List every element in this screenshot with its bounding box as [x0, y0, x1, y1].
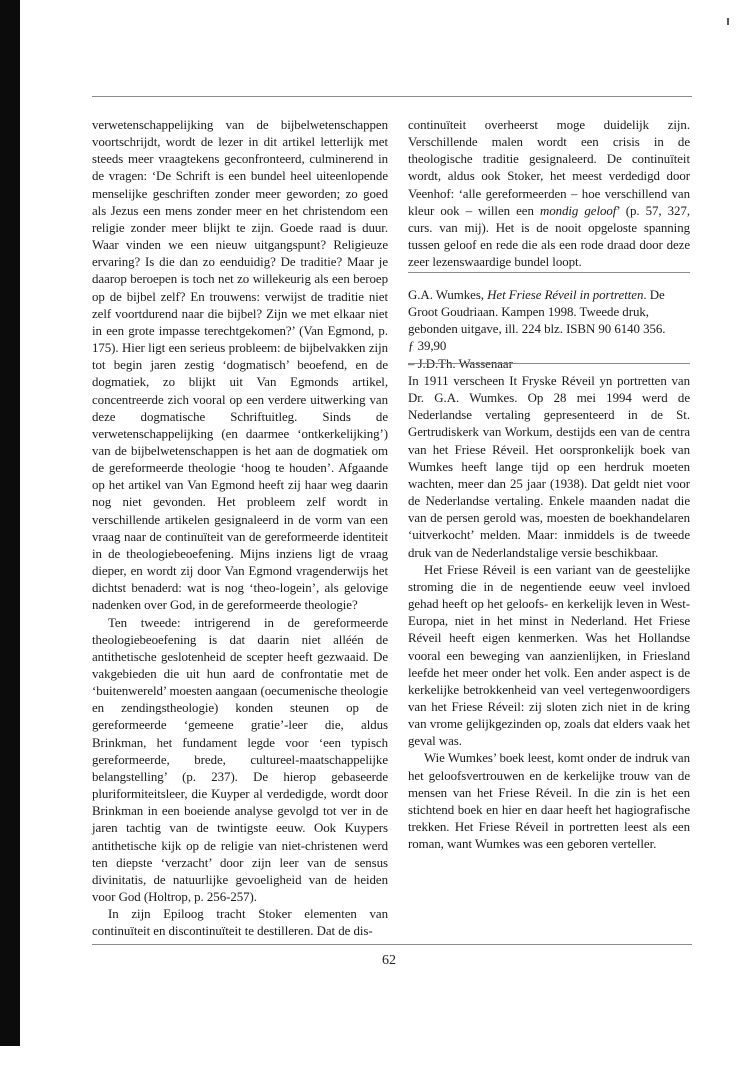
review-bottom-rule	[408, 363, 690, 364]
scan-edge	[0, 0, 20, 1046]
review-title: Het Friese Réveil in portretten	[487, 288, 644, 302]
review-paragraph-1: In 1911 verscheen It Fryske Réveil yn portretten van Dr. G.A. Wumkes. Op 28 mei 1994 werd de Nederlandse vertaling gepresenteerd in de St. Gertrudiskerk van Workum, destijds een van de centra van het Friese Réveil. Het oorspronkelijk boek van Wumkes heeft lange tijd op een herdruk moeten wachten, meer dan 25 jaar (1938). Dat geldt niet voor de Nederlandse vertaling. Enkele maanden nadat die van de persen gerold was, moesten de boekhandelaren ‘uitverkocht’ melden. Maar: inmiddels is de tweede druk van de Nederlandstalige versie beschikbaar.	[408, 374, 690, 560]
footer-rule	[92, 944, 692, 945]
left-paragraph-3: In zijn Epiloog tracht Stoker elementen van continuïteit en discontinuïteit te destilleren. Dat de dis-	[92, 907, 388, 939]
left-paragraph-2: Ten tweede: intrigerend in de gereformeerde theologiebeoefening is dat daarin niet alléén de antithetische geslotenheid de scepter heeft gezwaaid. De vakgebieden die uit hun aard de confrontatie met de ‘buitenwereld’ moesten aangaan (oecumenische theologie en zendingstheologie) konden steunen op de gereformeerde ‘gemeene gratie’-leer die, aldus Brinkman, het fundament legde voor ‘een typisch gereformeerde, brede, cultureel-maatschappelijke belangstelling’ (p. 237). De hierop gebaseerde pluriformiteitsleer, die Kuyper al verdedigde, wordt door Brinkman in een boeiende analyse gevolgd tot ver in de jaren tachtig van de twintigste eeuw. Ook Kuypers antithetische kijk op de religie van niet-christenen werd ten diepste ‘verzacht’ door zijn leer van de sensus divinitatis, de natuurlijke gevoeligheid van de heiden voor God (Holtrop, p. 256-257).	[92, 615, 388, 905]
review-citation	[408, 287, 690, 338]
header-rule	[92, 96, 692, 97]
review-price: ƒ 39,90	[408, 339, 447, 354]
review-top-rule	[408, 272, 690, 273]
right-paragraph-continuation	[408, 117, 690, 271]
review-publisher: . De Groot Goudriaan. Kampen 1998. Tweede druk, gebonden uitgave, ill. 224 blz. ISBN 90 6140 356.	[408, 288, 666, 337]
review-reviewer: – J.D.Th. Wassenaar	[408, 356, 513, 371]
review-paragraph-2: Het Friese Réveil is een variant van de geestelijke stroming die in de negentiende eeuw veel invloed gehad heeft op het geloofs- en kerkelijk leven in West-Europa, niet in het minst in Nederland. Het Friese Réveil heeft eigen kenmerken. Was het Hollandse vooral een beweging van aanzienlijken, in Friesland leefde het meer onder het volk. Een ander aspect is de kerkelijke betrokkenheid van veel vertegenwoordigers van het Friese Réveil: zij sloten zich niet in de kring van vrome gelijkgezinden op, zoals dat elders vaak het geval was.	[408, 562, 690, 749]
review-paragraph-3: Wie Wumkes’ boek leest, komt onder de indruk van het geloofsvertrouwen en de kerkelijke trouw van de mensen van het Friese Réveil. In die zin is het een stichtend boek en hier en daar heeft het hagiografische trekken. Het Friese Réveil in portretten leest als een roman, want Wumkes was een geboren verteller.	[408, 751, 690, 852]
review-body	[408, 373, 690, 853]
left-paragraph-1: verwetenschappelijking van de bijbelwetenschappen voortschrijdt, wordt de lezer in dit artikel letterlijk met steeds meer vraagtekens geconfronteerd, culminerend in de vragen: ‘De Schrift is een bundel heel uiteenlopende menselijke geschriften zonder meer geworden; zo goed als Jezus een mens zonder meer en het christendom een religie zonder meer blijkt te zijn. Goede raad is duur. Waar vinden we een nieuw uitgangspunt? Religieuze ervaring? Is die dan zo eenduidig? De traditie? Maar je daarop beroepen is toch net zo willekeurig als een beroep op de bijbel zelf? En trouwens: verwijst de traditie niet zelf voortdurend naar die bijbel? Zijn we met elkaar niet in een grote impasse terechtgekomen?’ (Van Egmond, p. 175). Hier ligt een serieus probleem: de bijbelvakken zijn tot begin jaren zestig ‘dogmatisch’ beoefend, en de dogmatiek, zo blijkt uit Van Egmonds artikel, concentreerde zich vooral op een verdere uitwerking van deze dogmatische Schriftuitleg. Sinds de verwetenschappelijking (en daarmee ‘ontkerkelijking’) van de bijbelwetenschappen is het aan de dogmatiek om de gereformeerde theologie ‘hoog te houden’. Afgaande op het artikel van Van Egmond heeft zij haar weg daarin nog niet gevonden. Het probleem zelf wordt in verschillende artikelen gesignaleerd in de vorm van een vraag naar de continuïteit van de gereformeerde identiteit in de theologiebeoefening. Mijns inziens ligt de vraag dieper, en wordt zij door Van Egmond vragenderwijs het dichtst benaderd: wat is nog ‘theo-logein’, als gelovige nadenken over God, in de gereformeerde theologie?	[92, 118, 388, 613]
right-column-continuation	[408, 117, 690, 271]
continuation-text-b: ’ (p. 57, 327, curs. van mij). Het is de nooit opgeloste spanning tussen geloof en rede die als een rode draad door deze zeer lezenswaardige bundel loopt.	[408, 203, 691, 270]
continuation-emphasis: mondig geloof	[539, 203, 617, 218]
continuation-text-a: continuïteit overheerst moge duidelijk zijn. Verschillende malen wordt een crisis in de theologische traditie gesignaleerd. De continuïteit wordt, aldus ook Stoker, het meest verdedigd door Veenhof: ‘alle gereformeerden – hoe verschillend van kleur ook – willen een	[408, 118, 690, 218]
review-heading	[408, 287, 690, 373]
scan-speck	[727, 18, 729, 25]
page-number: 62	[382, 953, 396, 968]
left-column	[92, 117, 388, 941]
review-author: G.A. Wumkes,	[408, 288, 488, 302]
